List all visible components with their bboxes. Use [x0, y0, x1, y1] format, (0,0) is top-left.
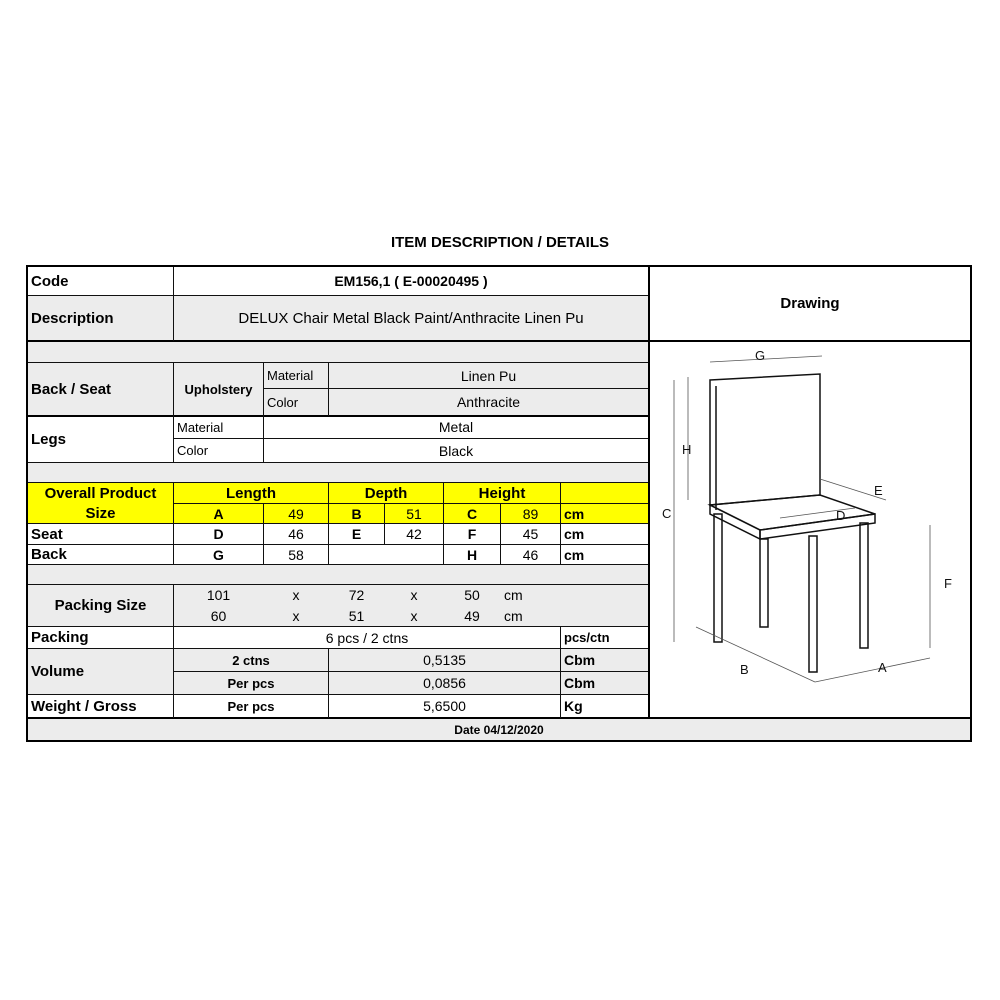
pack1-height: 50	[464, 587, 480, 603]
legs-material-label: Material	[177, 419, 224, 435]
length-header: Length	[226, 484, 276, 502]
pack2-unit: cm	[504, 608, 523, 624]
dim-h-letter: H	[466, 546, 478, 563]
dim-d-mark: D	[836, 508, 846, 523]
code-value: EM156,1 ( E-00020495 )	[334, 273, 488, 289]
pack2-width: 51	[348, 608, 365, 624]
dim-b-mark: B	[740, 662, 749, 677]
back-seat-label: Back / Seat	[31, 380, 112, 398]
packing-size-label: Packing Size	[54, 597, 147, 614]
dim-h-mark: H	[682, 442, 692, 457]
description-label: Description	[31, 309, 114, 327]
code-label: Code	[31, 272, 69, 290]
pack1-x2: x	[410, 587, 418, 603]
dim-a-value: 49	[288, 505, 304, 522]
dim-g-mark: G	[755, 348, 766, 363]
document-title: ITEM DESCRIPTION / DETAILS	[390, 234, 610, 251]
pack2-length: 60	[210, 608, 227, 624]
overall-size-label-line2: Size	[85, 504, 116, 522]
dim-b-letter: B	[351, 505, 362, 522]
spacer-row-shade-3	[28, 565, 649, 585]
packing-unit: pcs/ctn	[564, 630, 610, 645]
pack2-height: 49	[464, 608, 480, 624]
back-unit: cm	[564, 546, 585, 563]
height-header: Height	[478, 484, 526, 502]
pack2-x2: x	[410, 608, 418, 624]
packing-label: Packing	[31, 629, 89, 646]
volume-row2-value: 0,0856	[423, 675, 466, 691]
dim-d-value: 46	[288, 526, 304, 542]
dim-h-value: 46	[522, 546, 539, 563]
volume-label: Volume	[31, 663, 85, 680]
pack1-x1: x	[292, 587, 300, 603]
legs-color-label: Color	[177, 443, 209, 458]
spacer-row-shade	[28, 341, 649, 363]
weight-value: 5,6500	[423, 698, 466, 714]
spacer-row-shade-2	[28, 463, 649, 483]
dim-e-value: 42	[406, 526, 422, 542]
legs-label: Legs	[31, 430, 67, 448]
dim-a-letter: A	[213, 505, 224, 522]
volume-row2-unit: Cbm	[564, 675, 596, 691]
upholstery-material-label: Material	[267, 368, 314, 383]
volume-row2-label: Per pcs	[227, 675, 275, 691]
upholstery-color-value: Anthracite	[456, 394, 521, 410]
volume-row1-value: 0,5135	[423, 652, 466, 668]
volume-row1-unit: Cbm	[564, 652, 596, 668]
dim-d-letter: D	[213, 526, 224, 542]
dim-c-letter: C	[466, 505, 478, 522]
weight-label: Weight / Gross	[31, 697, 137, 715]
dim-e-mark: E	[874, 483, 883, 498]
dimension-lines	[674, 356, 930, 682]
overall-unit: cm	[564, 505, 585, 522]
dim-f-letter: F	[467, 526, 477, 542]
pack1-width: 72	[348, 587, 365, 603]
upholstery-material-value: Linen Pu	[460, 367, 517, 384]
back-label: Back	[31, 546, 67, 563]
dim-g-letter: G	[213, 546, 224, 563]
pack1-unit: cm	[504, 587, 523, 603]
drawing-label: Drawing	[780, 295, 840, 312]
dim-a-mark: A	[878, 660, 887, 675]
seat-label: Seat	[31, 525, 63, 543]
pack2-x1: x	[292, 608, 300, 624]
seat-unit: cm	[564, 526, 585, 542]
pack1-length: 101	[206, 587, 231, 603]
weight-unit: Kg	[564, 698, 583, 714]
dim-c-value: 89	[522, 505, 539, 522]
weight-per-label: Per pcs	[227, 698, 275, 714]
date-label: Date 04/12/2020	[454, 722, 544, 737]
details-sheet	[26, 265, 972, 742]
upholstery-color-label: Color	[267, 394, 299, 410]
dim-b-value: 51	[406, 505, 422, 522]
legs-material-value: Metal	[438, 419, 474, 435]
dim-f-value: 45	[522, 526, 539, 542]
volume-row1-label: 2 ctns	[232, 652, 270, 668]
dim-g-value: 58	[288, 546, 304, 563]
chair-drawing	[650, 342, 970, 717]
dim-c-mark: C	[662, 506, 672, 521]
depth-header: Depth	[364, 484, 408, 502]
chair-outline	[710, 374, 875, 672]
packing-value: 6 pcs / 2 ctns	[325, 629, 409, 646]
overall-size-label-line1: Overall Product	[44, 484, 157, 502]
description-value: DELUX Chair Metal Black Paint/Anthracite Linen Pu	[238, 309, 584, 327]
upholstery-label: Upholstery	[184, 381, 253, 397]
dim-e-letter: E	[351, 526, 362, 542]
legs-color-value: Black	[438, 442, 474, 459]
dim-f-mark: F	[944, 576, 952, 591]
